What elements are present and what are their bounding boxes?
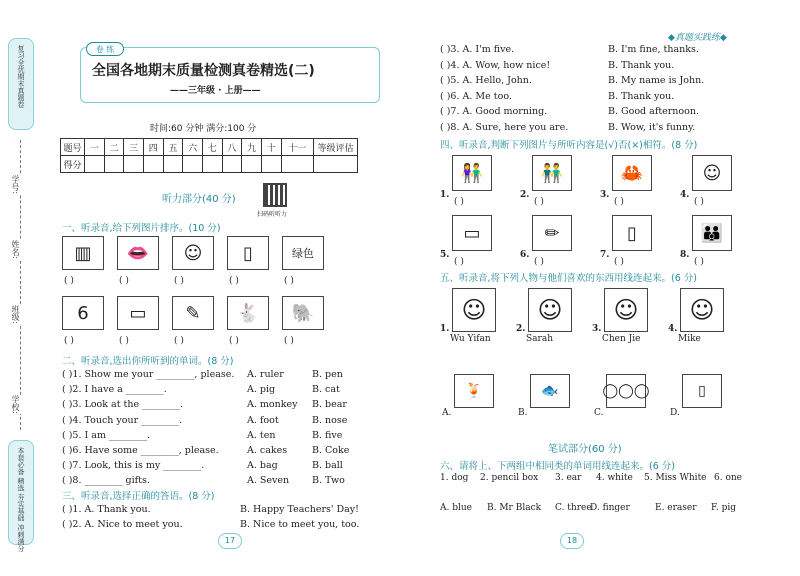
girl-smile-icon: ☺ [604, 288, 648, 332]
answer-paren[interactable]: ( ) [284, 276, 294, 286]
milk-carton-icon: ▯ [227, 236, 269, 270]
answer-paren[interactable]: ( ) [119, 336, 129, 346]
boy-icon: ☺ [680, 288, 724, 332]
boy-glasses-icon: ☺ [452, 288, 496, 332]
s3-question[interactable]: ( )1. A. Thank you. [62, 504, 151, 515]
face-icon: ☺ [172, 236, 214, 270]
strip-bottom-box [8, 440, 34, 552]
score-cell[interactable] [124, 156, 144, 173]
green-text-tile: 绿色 [282, 236, 324, 270]
s2-title: 二、听录音,选出你所听到的单词。(8 分) [62, 356, 234, 367]
score-cell[interactable] [183, 156, 203, 173]
qr-label: 扫码听听力 [257, 211, 288, 218]
fish-plate-icon: 🐟 [530, 374, 570, 408]
score-header-cell: 一 [85, 139, 105, 156]
bread-icon: ▭ [117, 296, 159, 330]
s4-number: 3. [600, 190, 610, 200]
s5-person-name: Wu Yifan [450, 334, 491, 344]
answer-paren[interactable]: ( ) [119, 276, 129, 286]
s2-question[interactable]: ( )5. I am ________. [62, 429, 151, 441]
score-header-cell: 三 [124, 139, 144, 156]
s2-option-b[interactable]: B. bear [312, 399, 347, 411]
s6-bottom-word[interactable]: F. pig [711, 503, 736, 513]
s6-top-word[interactable]: 4. white [596, 473, 633, 483]
s6-bottom-word[interactable]: B. Mr Black [487, 503, 542, 513]
s3-option-b[interactable]: B. Good afternoon. [608, 106, 700, 117]
answer-paren[interactable]: ( ) [284, 336, 294, 346]
crayon-icon: ✎ [172, 296, 214, 330]
s4-number: 4. [680, 190, 690, 200]
crayons-icon: ✏ [532, 215, 572, 251]
page-number-right: 18 [566, 536, 578, 545]
answer-paren[interactable]: ( ) [694, 197, 704, 207]
id-label: 学号: [11, 175, 20, 194]
family-icon: 👪 [692, 215, 732, 251]
s3-option-b[interactable]: B. Thank you. [608, 90, 675, 102]
exam-info: 时间:60 分钟 满分:100 分 [150, 124, 257, 134]
s2-option-a[interactable]: A. foot [247, 414, 279, 426]
answer-paren[interactable]: ( ) [534, 257, 544, 267]
water-glass-icon: ▯ [682, 374, 722, 408]
juice-glass-icon: 🍹 [454, 374, 494, 408]
s3-option-b[interactable]: B. My name is John. [608, 75, 705, 86]
s3-question[interactable]: ( )4. A. Wow, how nice! [440, 59, 551, 71]
s2-question[interactable]: ( )3. Look at the ________. [62, 399, 184, 411]
score-cell[interactable] [143, 156, 163, 173]
score-cell[interactable] [104, 156, 124, 173]
s4-number: 1. [440, 190, 450, 200]
boy-face-icon: ☺ [692, 155, 732, 191]
school-label: 学校: [11, 395, 20, 414]
score-row-label: 得分 [61, 156, 85, 173]
s3-option-b[interactable]: B. Wow, it's funny. [608, 121, 696, 133]
score-header-cell: 四 [143, 139, 163, 156]
page-number-left: 17 [224, 536, 236, 545]
s2-option-b[interactable]: B. Two [312, 475, 345, 487]
score-cell[interactable] [242, 156, 262, 173]
s3-option-b[interactable]: B. I'm fine, thanks. [608, 44, 699, 55]
s2-question[interactable]: ( )1. Show me your ________, please. [62, 369, 235, 380]
score-header-row [61, 139, 358, 156]
answer-paren[interactable]: ( ) [64, 336, 74, 346]
s2-option-b[interactable]: B. five [312, 429, 343, 441]
eggs-icon: ◯◯◯ [606, 374, 646, 408]
answer-paren[interactable]: ( ) [454, 257, 464, 267]
score-cell[interactable] [163, 156, 183, 173]
s5-person-number: 2. [516, 324, 526, 334]
right-header-tag: ◆真题实践练◆ [668, 33, 727, 43]
milk-carton-icon: ▯ [612, 215, 652, 251]
score-cell[interactable] [314, 156, 358, 173]
s4-number: 2. [520, 190, 530, 200]
score-cell[interactable] [261, 156, 281, 173]
friends-icon: 👬 [532, 155, 572, 191]
s5-person-number: 4. [668, 324, 678, 334]
s5-person-number: 3. [592, 324, 602, 334]
s2-question[interactable]: ( )4. Touch your ________. [62, 414, 183, 426]
listening-title: 听力部分(40 分) [162, 194, 236, 205]
answer-paren[interactable]: ( ) [534, 197, 544, 207]
s2-option-a[interactable]: A. cakes [247, 445, 288, 456]
s2-option-a[interactable]: A. monkey [247, 399, 298, 411]
answer-paren[interactable]: ( ) [229, 276, 239, 286]
score-header-cell: 十一 [281, 139, 313, 156]
s2-option-a[interactable]: A. bag [247, 460, 278, 472]
s5-person-name: Chen Jie [602, 334, 641, 344]
s3-question[interactable]: ( )7. A. Good morning. [440, 106, 548, 117]
s2-option-b[interactable]: B. ball [312, 460, 343, 472]
s2-option-b[interactable]: B. cat [312, 384, 340, 396]
s6-bottom-word[interactable]: A. blue [440, 503, 472, 513]
s2-question[interactable]: ( )8. ________ gifts. [62, 475, 150, 487]
s6-title: 六、请将上、下两组中相同类的单词用线连起来。(6 分) [440, 461, 675, 472]
crab-icon: 🦀 [612, 155, 652, 191]
strip-bottom-text: 本套必备 精选 夯实基础 冲刺满分 [17, 447, 25, 552]
s3-title: 三、听录音,选择正确的答语。(8 分) [62, 491, 215, 502]
s5-person-name: Sarah [526, 334, 553, 344]
page-title: 全国各地期末质量检测真卷精选(二) [92, 63, 315, 79]
s4-number: 5. [440, 250, 450, 260]
s2-question[interactable]: ( )2. I have a ________. [62, 384, 167, 396]
score-row [61, 156, 358, 173]
s2-option-a[interactable]: A. pig [247, 384, 276, 396]
score-cell[interactable] [222, 156, 242, 173]
answer-paren[interactable]: ( ) [174, 336, 184, 346]
score-header-cell: 十 [261, 139, 281, 156]
book-icon: ▥ [62, 236, 104, 270]
s5-thing-letter: A. [442, 408, 452, 418]
writing-title: 笔试部分(60 分) [548, 444, 622, 455]
score-header-cell: 二 [104, 139, 124, 156]
eraser-icon: ▭ [452, 215, 492, 251]
answer-paren[interactable]: ( ) [454, 197, 464, 207]
s3-question[interactable]: ( )5. A. Hello, John. [440, 75, 532, 86]
answer-paren[interactable]: ( ) [174, 276, 184, 286]
elephant-icon: 🐘 [282, 296, 324, 330]
number-six-icon: 6 [62, 296, 104, 330]
answer-paren[interactable]: ( ) [694, 257, 704, 267]
s3-question[interactable]: ( )8. A. Sure, here you are. [440, 121, 569, 133]
rabbit-icon: 🐇 [227, 296, 269, 330]
score-header-cell: 六 [183, 139, 203, 156]
strip-top-box [8, 38, 34, 130]
score-cell[interactable] [85, 156, 105, 173]
s6-bottom-word[interactable]: C. three [555, 503, 592, 513]
s3-question[interactable]: ( )2. A. Nice to meet you. [62, 519, 183, 530]
score-table [60, 138, 358, 173]
s6-top-word[interactable]: 6. one [714, 473, 742, 483]
answer-paren[interactable]: ( ) [614, 197, 624, 207]
score-header-cell: 等级评估 [314, 139, 358, 156]
s6-top-word[interactable]: 1. dog [440, 473, 469, 483]
score-header-cell: 题号 [61, 139, 85, 156]
s6-top-word[interactable]: 5. Miss White [644, 473, 707, 483]
s6-bottom-word[interactable]: E. eraser [655, 503, 697, 513]
s2-option-b[interactable]: B. Coke [312, 445, 350, 456]
s2-option-b[interactable]: B. nose [312, 414, 348, 426]
score-cell[interactable] [202, 156, 222, 173]
s3-question[interactable]: ( )3. A. I'm five. [440, 44, 515, 55]
s2-option-a[interactable]: A. ruler [247, 369, 284, 380]
lips-icon: 👄 [117, 236, 159, 270]
girl-icon: ☺ [528, 288, 572, 332]
answer-paren[interactable]: ( ) [614, 257, 624, 267]
s3-option-b[interactable]: B. Happy Teachers' Day! [240, 504, 359, 515]
s2-option-a[interactable]: A. Seven [247, 475, 290, 487]
s4-number: 8. [680, 250, 690, 260]
s5-person-number: 1. [440, 324, 450, 334]
score-header-cell: 七 [202, 139, 222, 156]
answer-paren[interactable]: ( ) [64, 276, 74, 286]
s2-option-a[interactable]: A. ten [247, 429, 276, 441]
class-label: 班级: [11, 305, 20, 324]
name-label: 姓名: [11, 240, 20, 259]
badge [86, 42, 124, 56]
answer-paren[interactable]: ( ) [229, 336, 239, 346]
qr-code[interactable] [263, 183, 287, 207]
score-header-cell: 八 [222, 139, 242, 156]
s3-question[interactable]: ( )6. A. Me too. [440, 90, 512, 102]
s3-option-b[interactable]: B. Thank you. [608, 59, 675, 71]
s1-title: 一、听录音,给下列图片排序。(10 分) [62, 223, 221, 234]
score-header-cell: 五 [163, 139, 183, 156]
s5-thing-letter: C. [594, 408, 604, 418]
s5-person-name: Mike [678, 334, 701, 344]
s5-thing-letter: D. [670, 408, 680, 418]
s5-thing-letter: B. [518, 408, 528, 418]
s4-title: 四、听录音,判断下列图片与所听内容是(√)否(×)相符。(8 分) [440, 140, 698, 151]
s6-bottom-word[interactable]: D. finger [590, 503, 630, 513]
badge-text: 卷 练 [95, 45, 115, 54]
binding-strip [0, 0, 46, 576]
score-cell[interactable] [281, 156, 313, 173]
s2-question[interactable]: ( )6. Have some ________, please. [62, 445, 219, 456]
score-header-cell: 九 [242, 139, 262, 156]
strip-top-text: 复习全优期末真题卷 [17, 45, 25, 108]
s6-top-word[interactable]: 2. pencil box [480, 473, 539, 483]
s4-number: 7. [600, 250, 610, 260]
s6-top-word[interactable]: 3. ear [555, 473, 582, 483]
s2-question[interactable]: ( )7. Look, this is my ________. [62, 460, 205, 472]
grade-subtitle: ——三年级 · 上册—— [170, 86, 261, 96]
s4-number: 6. [520, 250, 530, 260]
s2-option-b[interactable]: B. pen [312, 369, 343, 380]
s3-option-b[interactable]: B. Nice to meet you, too. [240, 519, 360, 530]
children-icon: 👫 [452, 155, 492, 191]
s5-title: 五、听录音,将下列人物与他们喜欢的东西用线连起来。(6 分) [440, 273, 697, 284]
